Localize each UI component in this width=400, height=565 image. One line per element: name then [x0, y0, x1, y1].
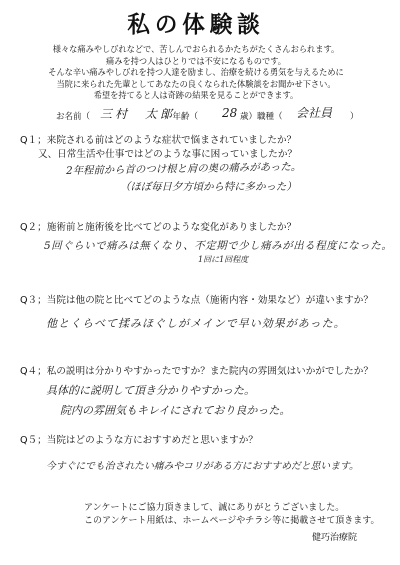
footer-thanks: アンケートにご協力頂きまして、誠にありがとうございました。	[84, 503, 345, 513]
question-1-sub: 又、日常生活や仕事ではどのような事に困っていましたか？	[38, 149, 298, 160]
answer-3-line-1: 他とくらべて揉みほぐしがメインで早い効果があった。	[46, 317, 346, 330]
name-value: 三村 太郎	[100, 107, 176, 121]
age-label: ）年齢（	[164, 112, 199, 122]
answer-5-line-1: 今すぐにでも治されたい痛みやコリがある方におすすめだと思います。	[46, 461, 359, 472]
answer-4-line-2: 院内の雰囲気もキレイにされており良かった。	[60, 404, 291, 417]
question-1: Q１；来院される前はどのような症状で悩まされていましたか？	[20, 135, 297, 146]
clinic-name: 健巧治療院	[312, 533, 358, 543]
answer-1-line-2: （ほぼ毎日夕方頃から特に多かった）	[120, 181, 297, 193]
question-2: Q２；施術前と施術後を比べてどのような変化がありましたか？	[20, 222, 297, 233]
age-value: 28	[222, 106, 238, 120]
answer-2-note: 1回に1回程度	[198, 255, 249, 264]
answer-1-line-1: 2年程前から首のつけ根と肩の奥の痛みがあった。	[65, 160, 302, 178]
profile-close: ）	[350, 112, 359, 122]
intro-line-4: 当院に来られた先輩としてあなたの良くなられた体験談をお聞かせ下さい。	[56, 78, 336, 89]
question-3: Q３；当院は他の院と比べてどのような点（施術内容・効果など）が違いますか？	[20, 295, 373, 306]
page-title: 私の体験談	[127, 12, 265, 38]
intro-line-5: 希望を持てると人は奇跡の結果を見ることができます。	[93, 90, 299, 100]
intro-line-3: そんな辛い痛みやしびれを持つ人達を励まし、治療を続ける勇気を与えるために	[48, 67, 344, 77]
answer-4-line-1: 具体的に説明して頂き分かりやすかった。	[46, 384, 255, 397]
intro-line-1: 様々な痛みやしびれなどで、苦しんでおられるかたちがたくさんおられます。	[52, 44, 340, 54]
question-5: Q５；当院はどのような方におすすめだと思いますか？	[20, 435, 258, 446]
question-4: Q４；私の説明は分かりやすかったですか？また院内の雰囲気はいかがでしたか？	[20, 366, 373, 377]
footer-note: このアンケート用紙は、ホームページやチラシ等に掲載させて頂きます。	[84, 516, 380, 526]
intro-line-2: 痛みを持つ人はひとりでは不安になるものです。	[106, 55, 286, 66]
answer-2-line-1: 5回ぐらいで痛みは無くなり、不定期で少し痛みが出る程度になった。	[44, 240, 393, 252]
age-suffix-label: 歳）職種（	[240, 112, 283, 122]
job-value: 会社員	[296, 106, 333, 120]
name-label: お名前（	[56, 112, 91, 122]
